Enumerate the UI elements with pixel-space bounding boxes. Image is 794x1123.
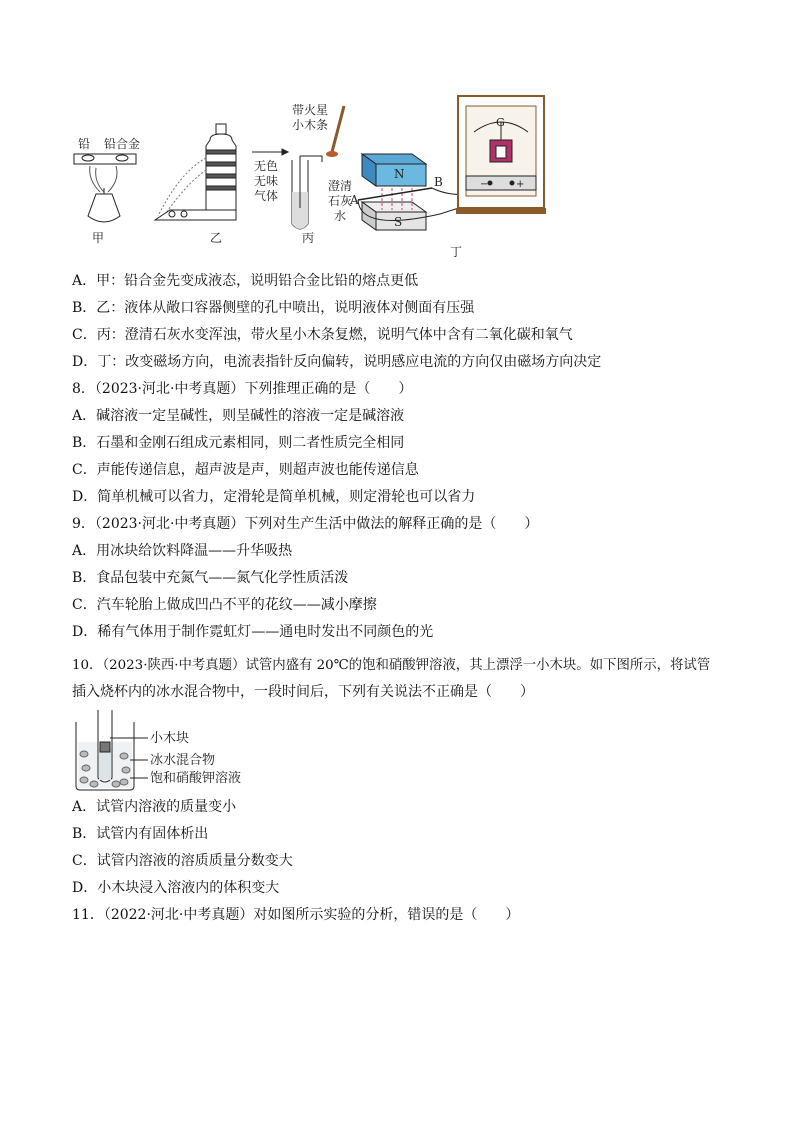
- q9-option-c: C．汽车轮胎上做成凹凸不平的花纹——减小摩擦: [72, 597, 377, 613]
- apparatus-yi: [155, 124, 236, 220]
- caption-bing: 丙: [302, 231, 315, 245]
- q7-option-b: B．乙：液体从敞口容器侧壁的孔中喷出，说明液体对侧面有压强: [72, 300, 475, 316]
- label-point-a: A: [350, 193, 359, 207]
- q10-option-a: A．试管内溶液的质量变小: [72, 799, 237, 815]
- q9-option-a: A．用冰块给饮料降温——升华吸热: [72, 543, 293, 559]
- label-minus: −: [480, 179, 489, 190]
- q9-option-d: D．稀有气体用于制作霓虹灯——通电时发出不同颜色的光: [72, 624, 434, 640]
- q7-option-c: C．丙：澄清石灰水变浑浊，带火星小木条复燃，说明气体中含有二氧化碳和氧气: [72, 327, 573, 343]
- label-meter-g: G: [496, 116, 505, 129]
- label-lime-2: 石灰: [328, 194, 353, 208]
- label-lead-alloy: 铅合金: [104, 137, 141, 151]
- q8-option-c: C．声能传递信息，超声波是声，则超声波也能传递信息: [72, 462, 419, 478]
- figure-q10-svg: [70, 708, 270, 792]
- figure-q10: [70, 708, 270, 792]
- label-lime-3: 水: [334, 209, 347, 223]
- label-gas-3: 气体: [254, 189, 279, 203]
- apparatus-ding: [358, 96, 546, 230]
- label-splint-2: 小木条: [292, 118, 329, 132]
- caption-ding: 丁: [450, 245, 463, 259]
- q10-option-b: B．试管内有固体析出: [72, 826, 209, 842]
- q8-stem: 8．（2023·河北·中考真题）下列推理正确的是（ ）: [72, 381, 413, 397]
- q10-stem-line-2: 插入烧杯内的冰水混合物中，一段时间后，下列有关说法不正确是（ ）: [72, 684, 534, 700]
- q10-stem-line-1: 10．（2023·陕西·中考真题）试管内盛有 20℃的饱和硝酸钾溶液，其上漂浮一小木块。如下图所示，将试管: [72, 658, 711, 673]
- q8-option-d: D．简单机械可以省力，定滑轮是简单机械，则定滑轮也可以省力: [72, 489, 476, 505]
- label-kno3-solution: 饱和硝酸钾溶液: [150, 771, 242, 786]
- figure-q7: [60, 92, 560, 267]
- label-point-b: B: [434, 175, 443, 189]
- label-gas-1: 无色: [254, 159, 279, 173]
- q9-option-b: B．食品包装中充氮气——氮气化学性质活泼: [72, 570, 349, 586]
- q7-option-a: A．甲：铅合金先变成液态，说明铅合金比铅的熔点更低: [72, 273, 419, 289]
- caption-yi: 乙: [210, 231, 223, 245]
- caption-jia: 甲: [92, 231, 105, 245]
- apparatus-jia: [74, 154, 136, 222]
- figure-q7-svg: [60, 92, 560, 267]
- label-plus: +: [516, 179, 525, 190]
- label-ice-water: 冰水混合物: [150, 753, 216, 768]
- label-gas-2: 无味: [254, 174, 279, 188]
- label-lead: 铅: [78, 137, 91, 151]
- q8-option-a: A．碱溶液一定呈碱性，则呈碱性的溶液一定是碱溶液: [72, 408, 405, 424]
- q9-stem: 9．（2023·河北·中考真题）下列对生产生活中做法的解释正确的是（ ）: [72, 516, 539, 532]
- q10-option-d: D．小木块浸入溶液内的体积变大: [72, 880, 280, 896]
- label-pole-n: N: [394, 167, 405, 181]
- q7-option-d: D．丁：改变磁场方向，电流表指针反向偏转，说明感应电流的方向仅由磁场方向决定: [72, 354, 602, 370]
- q11-stem: 11．（2022·河北·中考真题）对如图所示实验的分析，错误的是（ ）: [72, 907, 520, 923]
- label-pole-s: S: [394, 215, 403, 229]
- label-lime-1: 澄清: [328, 179, 353, 193]
- q10-option-c: C．试管内溶液的溶质质量分数变大: [72, 853, 293, 869]
- label-splint-1: 带火星: [292, 103, 329, 117]
- label-wood-block: 小木块: [150, 731, 190, 746]
- beaker: [76, 710, 148, 790]
- q8-option-b: B．石墨和金刚石组成元素相同，则二者性质完全相同: [72, 435, 405, 451]
